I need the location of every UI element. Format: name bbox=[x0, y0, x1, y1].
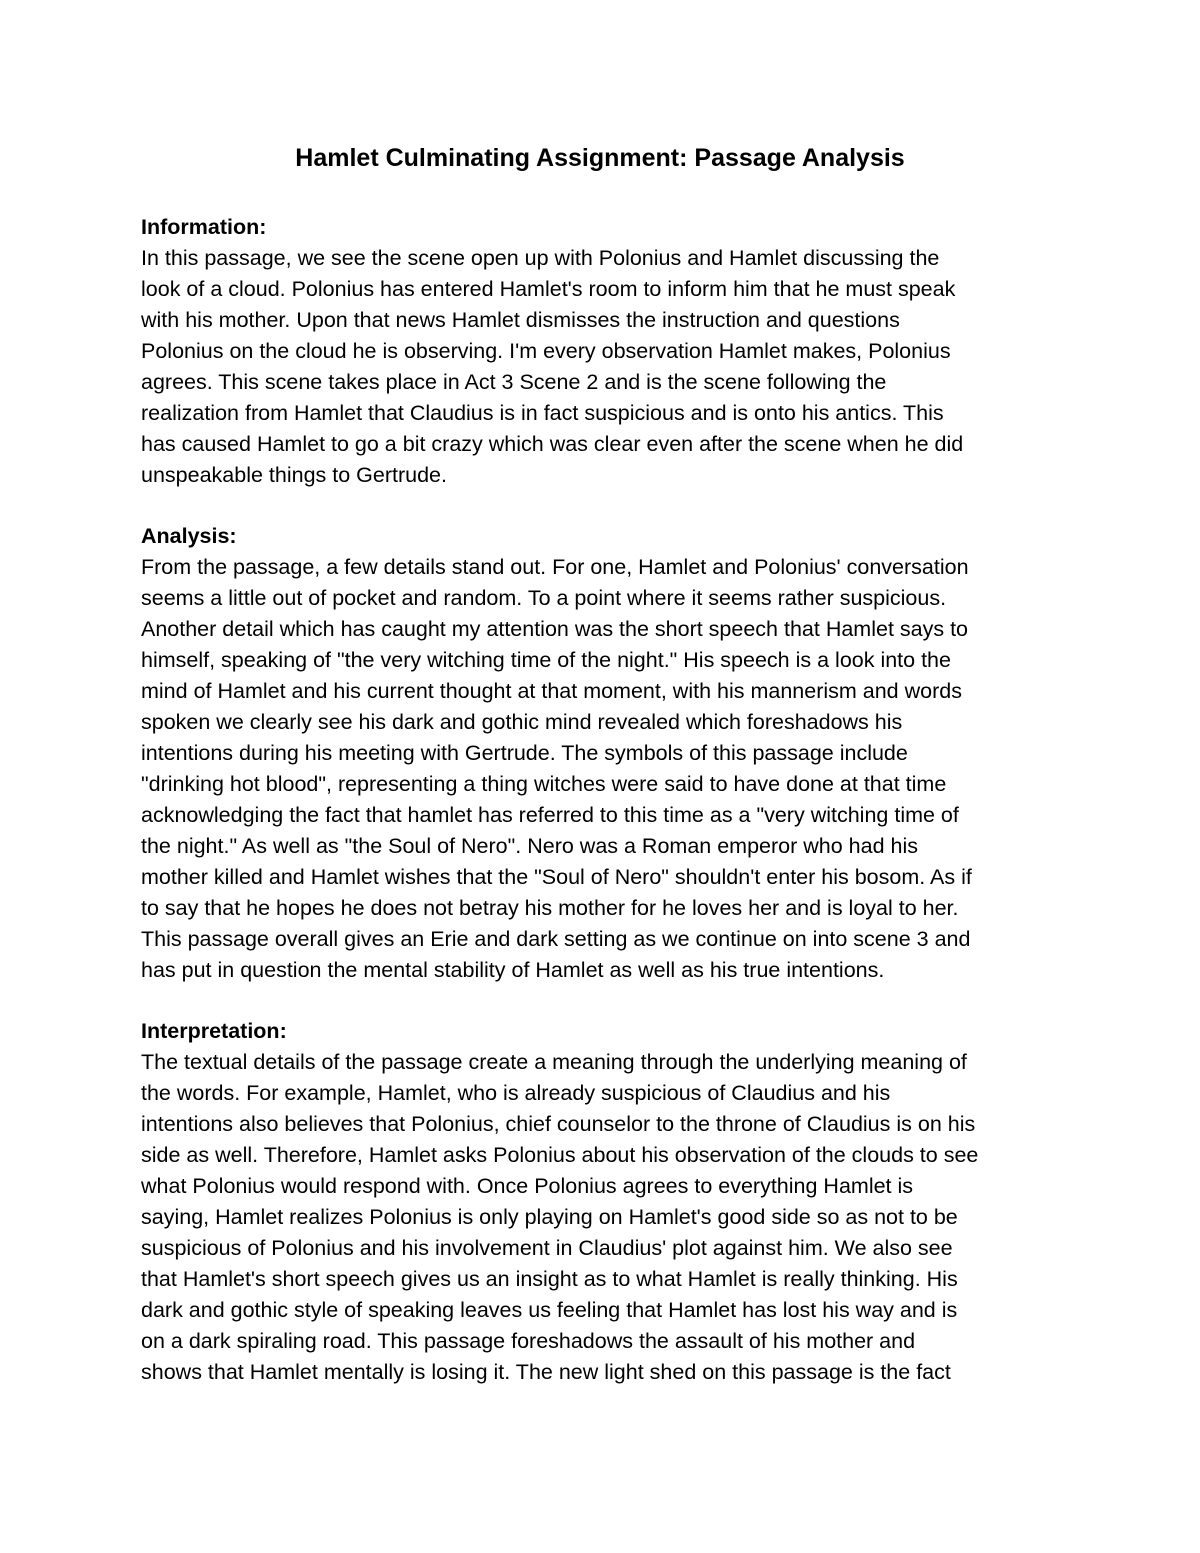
analysis-heading: Analysis: bbox=[141, 524, 237, 548]
paragraph-line: mind of Hamlet and his current thought at that moment, with his mannerism and words bbox=[141, 679, 962, 703]
paragraph-line: This passage overall gives an Erie and dark setting as we continue on into scene 3 and bbox=[141, 927, 971, 951]
paragraph-line: unspeakable things to Gertrude. bbox=[141, 463, 447, 487]
information-heading: Information: bbox=[141, 215, 267, 239]
paragraph-line: with his mother. Upon that news Hamlet dismisses the instruction and questions bbox=[141, 308, 900, 332]
paragraph-line: the night." As well as "the Soul of Nero". Nero was a Roman emperor who had his bbox=[141, 834, 918, 858]
paragraph-line: intentions also believes that Polonius, chief counselor to the throne of Claudius is on his bbox=[141, 1112, 976, 1136]
paragraph-line: what Polonius would respond with. Once Polonius agrees to everything Hamlet is bbox=[141, 1174, 914, 1198]
paragraph-line: on a dark spiraling road. This passage foreshadows the assault of his mother and bbox=[141, 1329, 916, 1353]
paragraph-line: dark and gothic style of speaking leaves us feeling that Hamlet has lost his way and is bbox=[141, 1298, 958, 1322]
paragraph-line: himself, speaking of "the very witching time of the night." His speech is a look into the bbox=[141, 648, 951, 672]
paragraph-line: mother killed and Hamlet wishes that the "Soul of Nero" shouldn't enter his bosom. As if bbox=[141, 865, 972, 889]
paragraph-line: that Hamlet's short speech gives us an insight as to what Hamlet is really thinking. His bbox=[141, 1267, 958, 1291]
paragraph-line: has put in question the mental stability of Hamlet as well as his true intentions. bbox=[141, 958, 885, 982]
paragraph-line: The textual details of the passage create a meaning through the underlying meaning of bbox=[141, 1050, 967, 1074]
analysis-section bbox=[141, 521, 1071, 986]
paragraph-line: Another detail which has caught my attention was the short speech that Hamlet says to bbox=[141, 617, 969, 641]
paragraph-line: look of a cloud. Polonius has entered Hamlet's room to inform him that he must speak bbox=[141, 277, 956, 301]
paragraph-line: Polonius on the cloud he is observing. I'm every observation Hamlet makes, Polonius bbox=[141, 339, 951, 363]
paragraph-line: realization from Hamlet that Claudius is in fact suspicious and is onto his antics. This bbox=[141, 401, 944, 425]
paragraph-line: has caused Hamlet to go a bit crazy which was clear even after the scene when he did bbox=[141, 432, 964, 456]
paragraph-line: "drinking hot blood", representing a thing witches were said to have done at that time bbox=[141, 772, 947, 796]
paragraph-line: agrees. This scene takes place in Act 3 Scene 2 and is the scene following the bbox=[141, 370, 887, 394]
paragraph-line: the words. For example, Hamlet, who is already suspicious of Claudius and his bbox=[141, 1081, 891, 1105]
interpretation-section bbox=[141, 1016, 1071, 1388]
interpretation-heading: Interpretation: bbox=[141, 1019, 287, 1043]
paragraph-line: intentions during his meeting with Gertrude. The symbols of this passage include bbox=[141, 741, 908, 765]
paragraph-line: acknowledging the fact that hamlet has referred to this time as a "very witching time of bbox=[141, 803, 959, 827]
paragraph-line: From the passage, a few details stand out. For one, Hamlet and Polonius' conversation bbox=[141, 555, 969, 579]
document-title: Hamlet Culminating Assignment: Passage Analysis bbox=[295, 144, 905, 172]
paragraph-line: saying, Hamlet realizes Polonius is only playing on Hamlet's good side so as not to be bbox=[141, 1205, 958, 1229]
paragraph-line: shows that Hamlet mentally is losing it. The new light shed on this passage is the fact bbox=[141, 1360, 951, 1384]
paragraph-line: side as well. Therefore, Hamlet asks Polonius about his observation of the clouds to see bbox=[141, 1143, 979, 1167]
paragraph-line: spoken we clearly see his dark and gothic mind revealed which foreshadows his bbox=[141, 710, 903, 734]
information-section bbox=[141, 212, 1071, 491]
paragraph-line: seems a little out of pocket and random. To a point where it seems rather suspicious. bbox=[141, 586, 947, 610]
paragraph-line: In this passage, we see the scene open up with Polonius and Hamlet discussing the bbox=[141, 246, 940, 270]
paragraph-line: to say that he hopes he does not betray his mother for he loves her and is loyal to her. bbox=[141, 896, 959, 920]
paragraph-line: suspicious of Polonius and his involvement in Claudius' plot against him. We also see bbox=[141, 1236, 953, 1260]
